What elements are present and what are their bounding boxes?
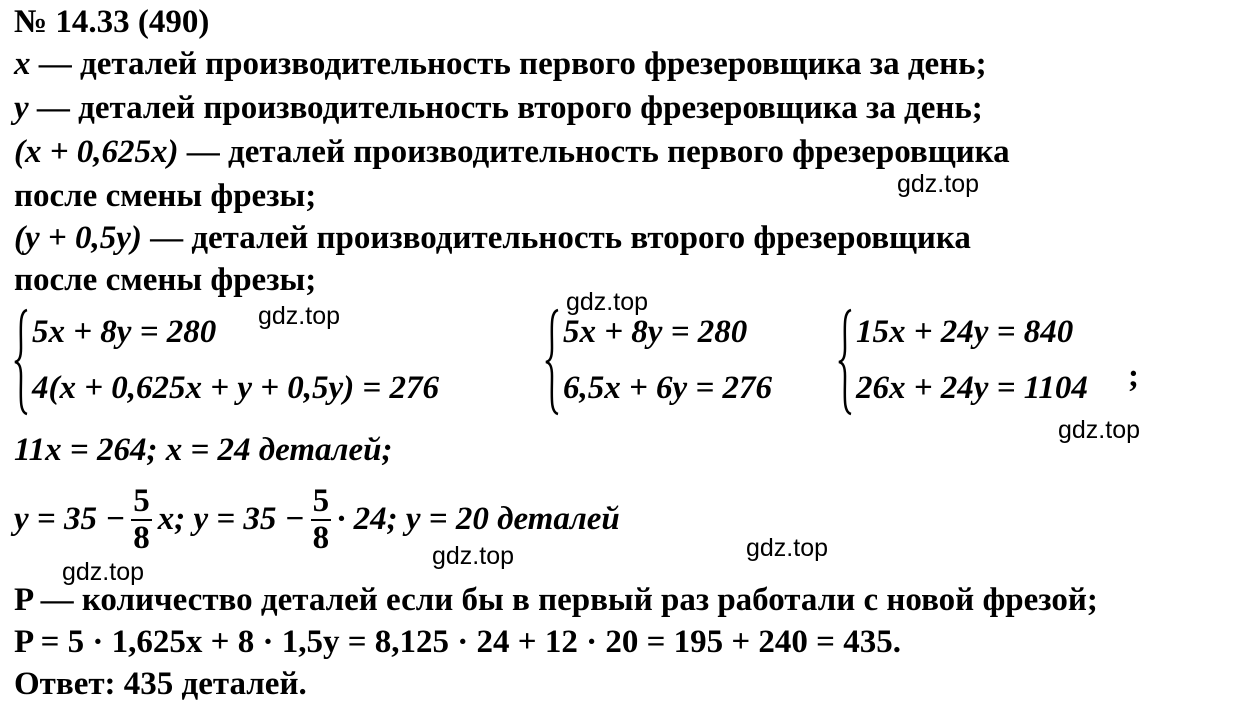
definition-x2-cont: после смены фрезы; — [14, 178, 317, 214]
fraction-1 — [131, 484, 152, 555]
definition-y2-cont: после смены фрезы; — [14, 262, 317, 298]
definition-x2 — [14, 136, 1010, 169]
watermark: gdz.top — [1058, 416, 1141, 444]
expr-y2: (y + 0,5y) — [14, 220, 142, 256]
definition-y — [14, 92, 983, 125]
fraction-2-numerator: 5 — [312, 483, 330, 519]
system-1-eq-2: 4(x + 0,625x + y + 0,5y) = 276 — [32, 370, 439, 406]
watermark: gdz.top — [746, 534, 829, 562]
result-x: 11x = 264; x = 24 деталей; — [14, 432, 393, 468]
systems-end: ; — [1128, 358, 1139, 394]
fraction-2 — [311, 484, 332, 555]
brace-icon — [545, 308, 559, 416]
fraction-1-denominator: 8 — [133, 519, 150, 556]
p-calculation: P = 5 · 1,625x + 8 · 1,5y = 8,125 · 24 + 12 · 20 = 195 + 240 = 435. — [14, 624, 901, 660]
equation-system-2 — [545, 308, 825, 416]
watermark: gdz.top — [566, 288, 649, 316]
var-y: y — [14, 90, 29, 126]
definition-y2 — [14, 222, 971, 255]
definition-x2-text: — деталей производительность первого фрезеровщика — [178, 134, 1010, 170]
expr-x2: (x + 0,625x) — [14, 134, 179, 170]
system-2-eq-2: 6,5x + 6y = 276 — [563, 370, 773, 406]
definition-x-text: — деталей производительность первого фрезеровщика за день; — [30, 46, 987, 82]
result-y-part1: y = 35 − — [14, 501, 126, 538]
result-y — [14, 483, 620, 557]
answer: Ответ: 435 деталей. — [14, 666, 307, 702]
brace-icon — [838, 308, 852, 416]
p-definition: P — количество деталей если бы в первый раз работали с новой фрезой; — [14, 582, 1098, 618]
watermark: gdz.top — [432, 542, 515, 570]
fraction-1-numerator: 5 — [133, 483, 150, 519]
definition-y2-text: — деталей производительность второго фрезеровщика — [141, 220, 971, 256]
equation-system-3 — [838, 308, 1138, 416]
watermark: gdz.top — [897, 170, 980, 198]
brace-icon — [14, 308, 28, 416]
system-3-eq-2: 26x + 24y = 1104 — [856, 370, 1088, 406]
system-2-eq-1: 5x + 8y = 280 — [563, 314, 748, 350]
watermark: gdz.top — [62, 558, 145, 586]
result-y-part3: · 24; y = 20 деталей — [337, 501, 620, 538]
var-x: x — [14, 46, 31, 82]
watermark: gdz.top — [258, 302, 341, 330]
fraction-2-denominator: 8 — [312, 519, 330, 556]
problem-number: № 14.33 (490) — [14, 4, 210, 40]
result-y-part2: x; y = 35 − — [157, 501, 305, 538]
system-3-eq-1: 15x + 24y = 840 — [856, 314, 1074, 350]
system-1-eq-1: 5x + 8y = 280 — [32, 314, 217, 350]
definition-x — [14, 48, 987, 81]
definition-y-text: — деталей производительность второго фрезеровщика за день; — [28, 90, 983, 126]
